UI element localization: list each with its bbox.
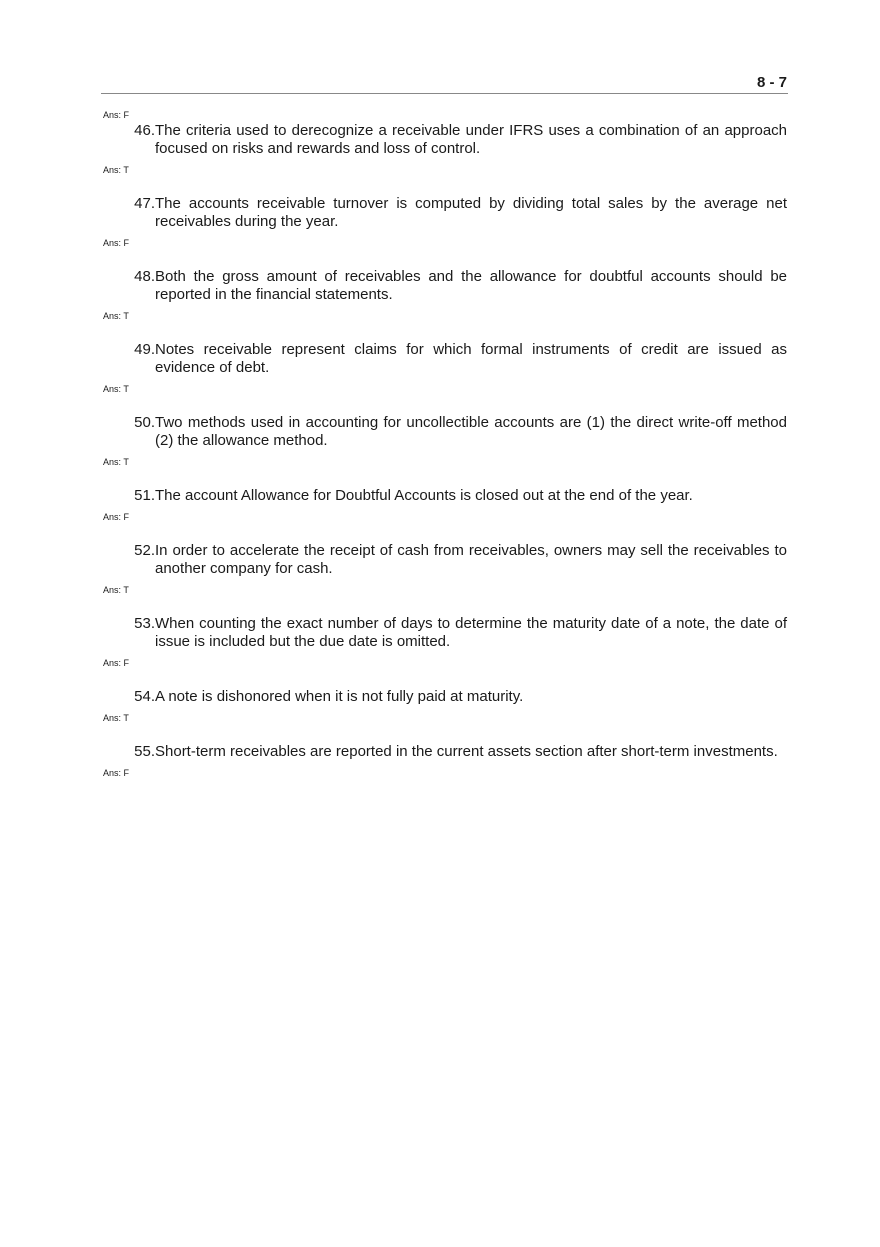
question-number: 52. [134,542,155,559]
question-text: Short-term receivables are reported in the current assets section after short-term investments. [155,743,778,760]
answer-label: Ans: F [103,512,130,522]
answer-label: Ans: T [103,384,129,394]
question-item [103,542,787,578]
question-item [103,487,787,505]
question-item [103,268,787,304]
question-text: Both the gross amount of receivables and the allowance for doubtful accounts should be reported in the financial statements. [155,268,787,303]
question-text: In order to accelerate the receipt of cash from receivables, owners may sell the receivables to another company for cash. [155,542,787,577]
page-number: 8 - 7 [756,74,787,91]
question-number: 46. [134,122,155,139]
answer-label: Ans: F [103,768,130,778]
question-item [103,341,787,377]
question-number: 54. [134,688,155,705]
question-text: The account Allowance for Doubtful Accounts is closed out at the end of the year. [155,487,693,504]
question-item [103,195,787,231]
question-list [103,110,787,779]
answer-label: Ans: F [103,238,130,248]
question-number: 50. [134,414,155,431]
question-item [103,615,787,651]
question-number: 49. [134,341,155,358]
question-number: 55. [134,743,155,760]
question-text: The accounts receivable turnover is computed by dividing total sales by the average net receivables during the year. [155,195,787,230]
question-text: When counting the exact number of days to determine the maturity date of a note, the date of issue is included but the due date is omitted. [155,615,787,650]
answer-label: Ans: F [103,110,130,120]
question-item [103,743,787,761]
answer-label: Ans: F [103,658,130,668]
question-text: A note is dishonored when it is not fully paid at maturity. [155,688,524,705]
question-item [103,688,787,706]
answer-label: Ans: T [103,311,129,321]
answer-label: Ans: T [103,457,129,467]
answer-label: Ans: T [103,165,129,175]
question-number: 48. [134,268,155,285]
question-text: Notes receivable represent claims for which formal instruments of credit are issued as evidence of debt. [155,341,787,376]
question-item [103,122,787,158]
question-text: The criteria used to derecognize a receivable under IFRS uses a combination of an approach focused on risks and rewards and loss of control. [155,122,787,157]
question-number: 51. [134,487,155,504]
answer-label: Ans: T [103,713,129,723]
header-divider [101,93,788,94]
question-number: 47. [134,195,155,212]
question-item [103,414,787,450]
question-number: 53. [134,615,155,632]
answer-label: Ans: T [103,585,129,595]
question-text: Two methods used in accounting for uncollectible accounts are (1) the direct write-off method (2) the allowance method. [155,414,787,449]
